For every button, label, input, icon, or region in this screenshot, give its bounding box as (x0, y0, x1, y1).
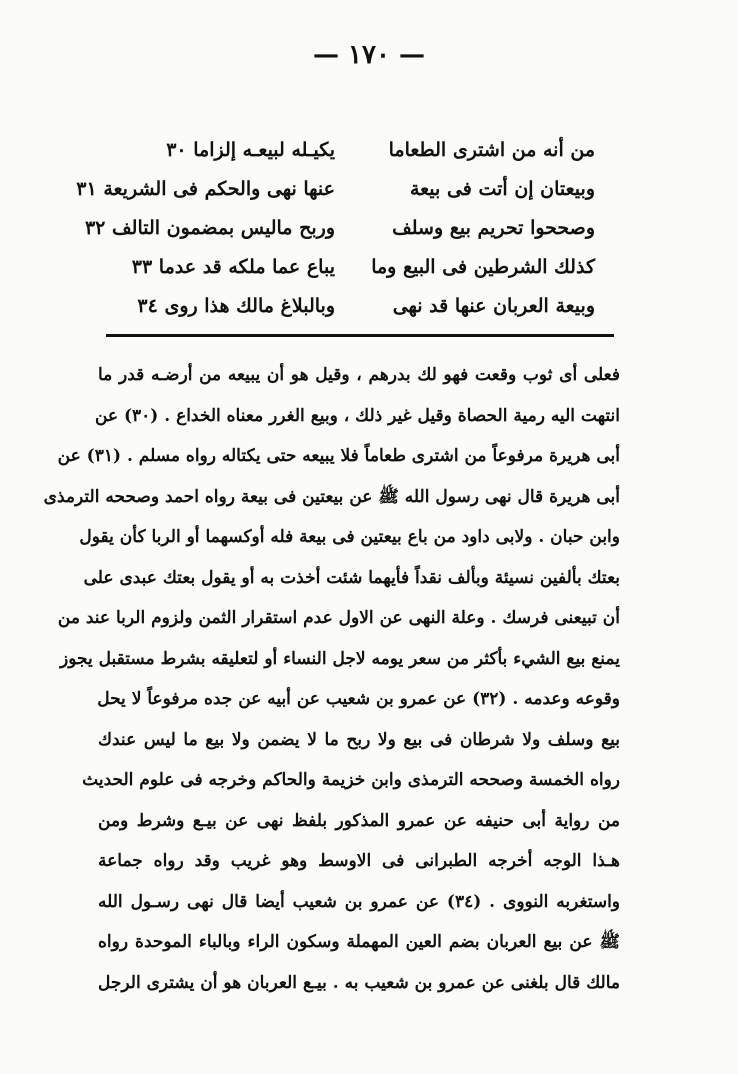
verse-second-hemistich: وبالبلاغ مالك هذا روى ٣٤ (137, 294, 335, 317)
text-line: وابن حبان . ولابى داود من باع بيعتين فى بيعة فله أوكسهما أو الربا كأن يقول (79, 527, 620, 547)
text-line: ﷺ عن بيع العربان بضم العين المهملة وسكون الراء وبالباء الموحدة رواه (98, 932, 620, 952)
section-divider (106, 334, 614, 337)
text-line: انتهت اليه رمية الحصاة وقيل غير ذلك ، وبيع الغرر معناه الخداع . (٣٠) عن (94, 405, 620, 426)
text-line: أبى هريرة قال نهى رسول الله ﷺ عن بيعتين فى بيعة رواه احمد وصححه الترمذى (43, 486, 620, 507)
text-line: واستغربه النووى . (٣٤) عن عمرو بن شعيب أيضا قال نهى رسـول الله (98, 891, 620, 912)
page-number: — ١٧٠ — (312, 40, 426, 70)
verse-second-hemistich: عنها نهى والحكم فى الشريعة ٣١ (76, 177, 335, 200)
text-line: بعتك بألفين نسيئة وبألف نقداً فأيهما شئت أخذت به أو يقول بعتك عبدى على (83, 567, 620, 588)
poem-block (76, 130, 595, 325)
text-line: يمنع بيع الشيء بأكثر من سعر يومه لاجل النساء أو لتعليقه بشرط مستقبل يجوز (59, 648, 620, 669)
verse-second-hemistich: يكيـله لبيعـه إلزاما ٣٠ (166, 138, 335, 161)
verse-second-hemistich: يباع عما ملكه قد عدما ٣٣ (131, 255, 335, 278)
verse-first-hemistich: وبيعتان إن أتت فى بيعة (409, 177, 595, 200)
text-line: رواه الخمسة وصححه الترمذى وابن خزيمة والحاكم وخرجه فى علوم الحديث (82, 770, 620, 790)
poem-verse (76, 169, 595, 208)
commentary-text (43, 355, 620, 1003)
text-line: فعلى أى ثوب وقعت فهو لك بدرهم ، وقيل هو أن يبيعه من أرضـه قدر ما (98, 365, 620, 385)
verse-first-hemistich: من أنه من اشترى الطعاما (388, 138, 595, 161)
text-line: بيع وسلف ولا شرطان فى بيع ولا ربح ما لا يضمن ولا بيع ما ليس عندك (98, 729, 620, 750)
text-line: أبى هريرة مرفوعاً من اشترى طعاماً فلا يبيعه حتى يكتاله رواه مسلم . (٣١) عن (57, 446, 620, 466)
verse-first-hemistich: وصححوا تحريم بيع وسلف (392, 216, 595, 239)
poem-verse (95, 286, 595, 325)
poem-verse (95, 130, 595, 169)
verse-first-hemistich: وبيعة العربان عنها قد نهى (392, 294, 595, 317)
poem-verse (95, 247, 595, 286)
text-line: هـذا الوجه أخرجه الطبرانى فى الاوسط وهو غريب وقد رواه جماعة (98, 851, 620, 871)
text-line: أن تبيعنى فرسك . وعلة النهى عن الاول عدم استقرار الثمن ولزوم الربا عند من (57, 608, 620, 628)
verse-first-hemistich: كذلك الشرطين فى البيع وما (371, 255, 595, 278)
text-line: وقوعه وعدمه . (٣٢) عن عمرو بن شعيب عن أبيه عن جده مرفوعاً لا يحل (97, 689, 620, 709)
text-line: مالك قال بلغنى عن عمرو بن شعيب به . بيـع العربان هو أن يشترى الرجل (98, 972, 620, 993)
text-line: من رواية أبى حنيفه عن عمرو المذكور بلفظ نهى عن بيـع وشرط ومن (98, 810, 620, 831)
verse-second-hemistich: وربح ماليس بمضمون التالف ٣٢ (84, 216, 335, 239)
poem-verse (84, 208, 595, 247)
